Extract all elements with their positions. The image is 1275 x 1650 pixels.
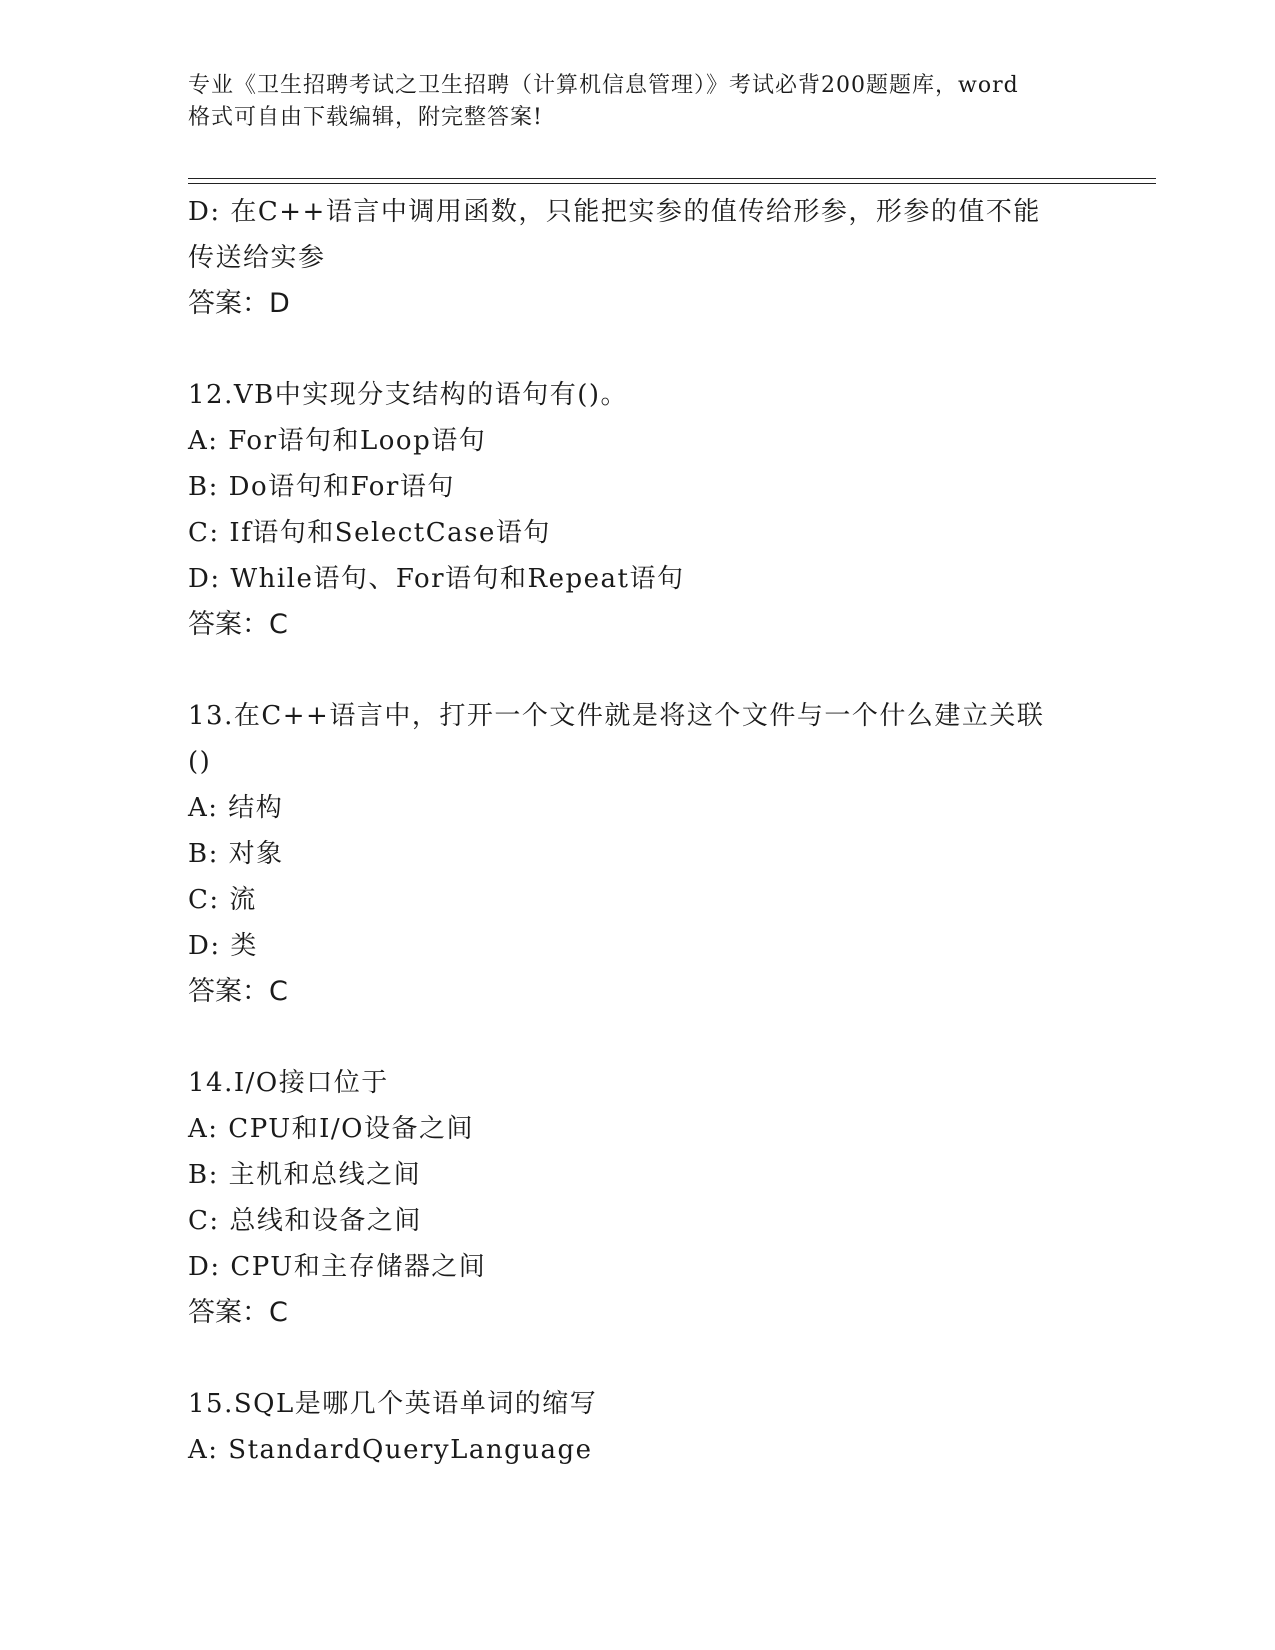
question-stem: 14.I/O接口位于 [188, 1068, 389, 1098]
question-stem-continued: () [188, 747, 212, 777]
option-a: A: 结构 [188, 793, 284, 823]
header-double-rule [188, 178, 1156, 184]
option-d: D: CPU和主存储器之间 [188, 1252, 487, 1282]
question-14 [188, 1060, 1088, 1336]
spacer [188, 648, 1088, 693]
answer-line: 答案：C [188, 1297, 288, 1328]
spacer [188, 1015, 1088, 1060]
question-stem: 15.SQL是哪几个英语单词的缩写 [188, 1389, 598, 1419]
option-a: A: StandardQueryLanguage [188, 1435, 593, 1465]
answer-line: 答案：D [188, 288, 290, 319]
question-13 [188, 693, 1088, 1015]
question-12 [188, 372, 1088, 648]
option-d-line-2: 传送给实参 [188, 243, 326, 273]
document-header [188, 70, 1088, 134]
option-b: B: 对象 [188, 839, 284, 869]
option-a: A: CPU和I/O设备之间 [188, 1114, 474, 1144]
option-d: D: 类 [188, 931, 258, 961]
question-stem: 12.VB中实现分支结构的语句有()。 [188, 380, 629, 410]
header-title-line-1: 专业《卫生招聘考试之卫生招聘（计算机信息管理）》考试必背200题题库，word [188, 73, 1019, 98]
option-d-line-1: D: 在C++语言中调用函数，只能把实参的值传给形参，形参的值不能 [188, 197, 1041, 227]
option-a: A: For语句和Loop语句 [188, 426, 487, 456]
question-stem: 13.在C++语言中，打开一个文件就是将这个文件与一个什么建立关联 [188, 701, 1045, 731]
header-title-line-2: 格式可自由下载编辑，附完整答案! [188, 105, 543, 130]
option-c: C: 总线和设备之间 [188, 1206, 422, 1236]
spacer [188, 327, 1088, 372]
answer-line: 答案：C [188, 609, 288, 640]
option-c: C: 流 [188, 885, 257, 915]
answer-line: 答案：C [188, 976, 288, 1007]
option-d: D: While语句、For语句和Repeat语句 [188, 564, 685, 594]
spacer [188, 1336, 1088, 1381]
question-15 [188, 1381, 1088, 1473]
document-body [188, 189, 1088, 1473]
option-b: B: Do语句和For语句 [188, 472, 455, 502]
question-11-tail [188, 189, 1088, 327]
option-c: C: If语句和SelectCase语句 [188, 518, 551, 548]
option-b: B: 主机和总线之间 [188, 1160, 422, 1190]
